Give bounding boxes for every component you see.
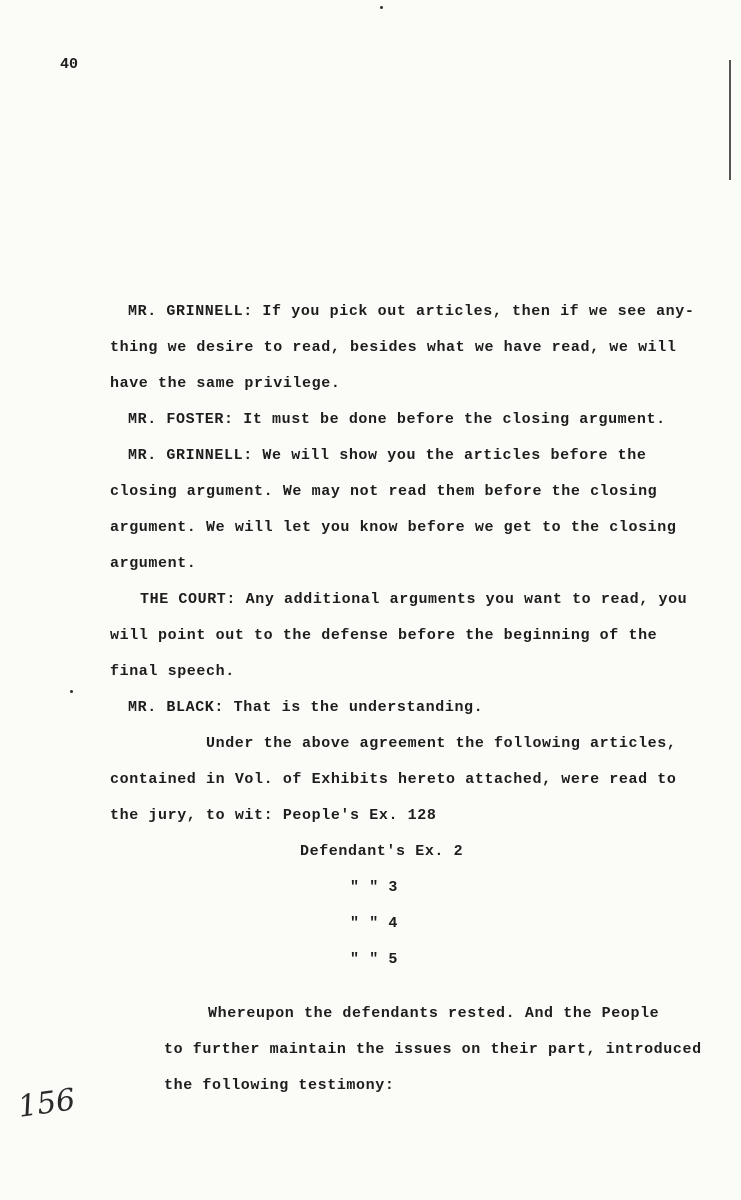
transcript-line: MR. FOSTER: It must be done before the closing argument. — [128, 411, 666, 428]
transcript-line: contained in Vol. of Exhibits hereto attached, were read to — [110, 771, 677, 788]
transcript-line: MR. BLACK: That is the understanding. — [128, 699, 484, 716]
transcript-line: will point out to the defense before the beginning of the — [110, 627, 658, 644]
transcript-line: thing we desire to read, besides what we have read, we will — [110, 339, 677, 356]
transcript-line: final speech. — [110, 663, 235, 680]
transcript-line: closing argument. We may not read them before the closing — [110, 483, 658, 500]
transcript-line: MR. GRINNELL: If you pick out articles, then if we see any- — [128, 303, 695, 320]
transcript-line: have the same privilege. — [110, 375, 341, 392]
exhibit-line: " " 3 — [350, 879, 399, 896]
transcript-line: argument. — [110, 555, 197, 572]
transcript-line: THE COURT: Any additional arguments you want to read, you — [140, 591, 688, 608]
ink-speck — [380, 6, 383, 9]
exhibit-line: Defendant's Ex. 2 — [300, 843, 464, 860]
exhibit-line: " " 5 — [350, 951, 399, 968]
transcript-line: Under the above agreement the following articles, — [206, 735, 677, 752]
page-number: 40 — [60, 56, 79, 73]
transcript-line: the jury, to wit: People's Ex. 128 — [110, 807, 437, 824]
transcript-line: argument. We will let you know before we get to the closing — [110, 519, 677, 536]
transcript-line: the following testimony: — [164, 1077, 395, 1094]
transcript-line: MR. GRINNELL: We will show you the articles before the — [128, 447, 647, 464]
ink-speck — [70, 690, 73, 693]
transcript-line: Whereupon the defendants rested. And the People — [208, 1005, 660, 1022]
margin-rule — [729, 60, 731, 180]
transcript-line: to further maintain the issues on their part, introduced — [164, 1041, 702, 1058]
exhibit-line: " " 4 — [350, 915, 399, 932]
handwritten-page-note: 156 — [15, 1082, 78, 1125]
